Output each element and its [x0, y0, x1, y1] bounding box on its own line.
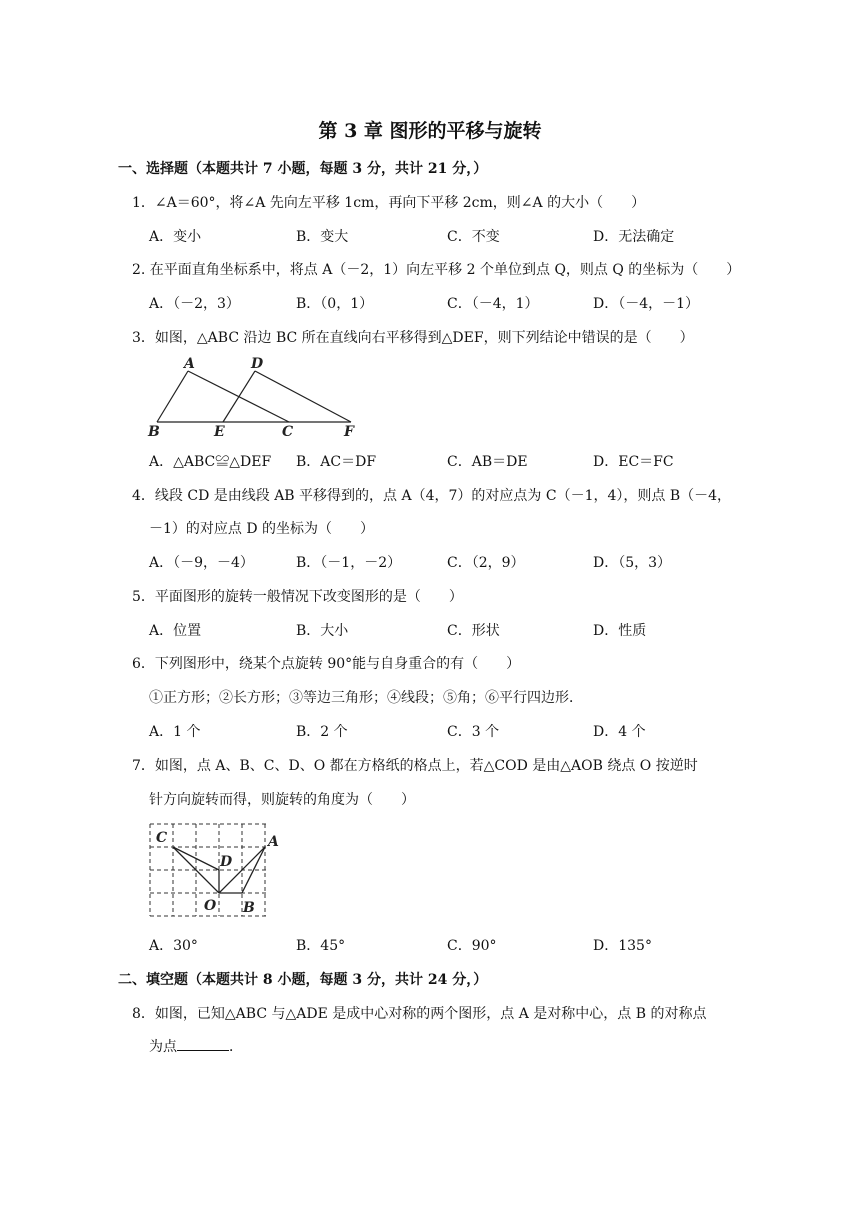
question-4-option-d[interactable]: D．（5，3）	[593, 555, 672, 571]
segment-ab	[157, 371, 188, 422]
figure7-label-b: B	[243, 900, 255, 916]
translation-triangles-figure	[140, 352, 370, 444]
question-3-option-a[interactable]: A．△ABC≌△DEF	[149, 454, 272, 470]
question-5-option-d[interactable]: D．性质	[593, 623, 647, 639]
question-5-stem: 5．平面图形的旋转一般情况下改变图形的是（ ）	[132, 589, 463, 605]
question-6-option-a[interactable]: A．1 个	[149, 724, 201, 740]
rotation-grid-figure	[146, 820, 286, 920]
figure7-label-d: D	[220, 854, 233, 870]
question-2-option-b[interactable]: B．（0，1）	[296, 296, 374, 312]
answer-blank[interactable]	[177, 1038, 229, 1051]
question-1-stem: 1．∠A＝60°，将∠A 先向左平移 1cm，再向下平移 2cm，则∠A 的大小（ ）	[132, 195, 646, 211]
question-4-stem-line1: 4．线段 CD 是由线段 AB 平移得到的，点 A（4，7）的对应点为 C（－1，4），则点 B（－4，	[132, 488, 732, 504]
question-7-option-d[interactable]: D．135°	[593, 938, 652, 954]
question-7-option-c[interactable]: C．90°	[447, 938, 497, 954]
section-heading-choice: 一、选择题（本题共计 7 小题，每题 3 分，共计 21 分，）	[118, 161, 488, 177]
question-6-option-c[interactable]: C．3 个	[447, 724, 500, 740]
question-1-option-a[interactable]: A．变小	[149, 229, 202, 245]
question-3-option-d[interactable]: D．EC＝FC	[593, 454, 674, 470]
figure3-label-c: C	[282, 424, 294, 440]
figure7-label-c: C	[156, 830, 168, 846]
question-3-stem: 3．如图，△ABC 沿边 BC 所在直线向右平移得到△DEF，则下列结论中错误的是（ ）	[132, 330, 694, 346]
section-heading-fill-in: 二、填空题（本题共计 8 小题，每题 3 分，共计 24 分，）	[118, 972, 488, 988]
question-2-option-c[interactable]: C．（－4，1）	[447, 296, 539, 312]
figure3-label-a: A	[184, 356, 195, 372]
question-1-option-d[interactable]: D．无法确定	[593, 229, 675, 245]
figure3-label-d: D	[251, 356, 264, 372]
figure3-label-b: B	[148, 424, 160, 440]
question-7-option-b[interactable]: B．45°	[296, 938, 346, 954]
question-1-option-c[interactable]: C．不变	[447, 229, 500, 245]
page-title: 第 3 章 图形的平移与旋转	[318, 120, 542, 142]
segment-ba	[242, 847, 265, 893]
figure3-label-f: F	[344, 424, 354, 440]
question-4-option-a[interactable]: A．（－9，－4）	[149, 555, 254, 571]
question-8-stem-line2	[149, 1036, 243, 1056]
question-2-stem: 2. 在平面直角坐标系中，将点 A（－2，1）向左平移 2 个单位到点 Q，则点 Q 的坐标为（ ）	[132, 262, 741, 278]
question-5-option-b[interactable]: B．大小	[296, 623, 349, 639]
question-7-stem-line2: 针方向旋转而得，则旋转的角度为（ ）	[149, 792, 415, 808]
question-2-option-a[interactable]: A．（－2，3）	[149, 296, 240, 312]
question-7-stem-line1: 7．如图，点 A、B、C、D、O 都在方格纸的格点上，若△COD 是由△AOB 绕点 O 按逆时	[132, 758, 698, 774]
segment-df	[255, 371, 351, 422]
question-6-stem: 6．下列图形中，绕某个点旋转 90°能与自身重合的有（ ）	[132, 656, 521, 672]
question-6-items: ①正方形；②长方形；③等边三角形；④线段；⑤角；⑥平行四边形．	[149, 690, 583, 706]
figure3-label-e: E	[214, 424, 225, 440]
question-4-stem-line2: －1）的对应点 D 的坐标为（ ）	[149, 521, 375, 537]
question-8-stem-line1: 8．如图，已知△ABC 与△ADE 是成中心对称的两个图形，点 A 是对称中心，点 B 的对称点	[132, 1006, 707, 1022]
question-5-option-a[interactable]: A．位置	[149, 623, 202, 639]
question-6-option-d[interactable]: D．4 个	[593, 724, 646, 740]
question-4-option-c[interactable]: C．（2，9）	[447, 555, 525, 571]
question-3-option-c[interactable]: C．AB＝DE	[447, 454, 528, 470]
segment-de	[223, 371, 255, 422]
question-4-option-b[interactable]: B．（－1，－2）	[296, 555, 402, 571]
question-3-option-b[interactable]: B．AC＝DF	[296, 454, 377, 470]
question-7-option-a[interactable]: A．30°	[149, 938, 198, 954]
question-8-prefix: 为点	[149, 1039, 177, 1055]
question-2-option-d[interactable]: D．（－4，－1）	[593, 296, 700, 312]
figure7-label-o: O	[204, 898, 217, 914]
question-6-option-b[interactable]: B．2 个	[296, 724, 348, 740]
question-1-option-b[interactable]: B．变大	[296, 229, 349, 245]
question-8-suffix: ．	[229, 1039, 243, 1055]
figure7-label-a: A	[268, 834, 279, 850]
question-5-option-c[interactable]: C．形状	[447, 623, 500, 639]
